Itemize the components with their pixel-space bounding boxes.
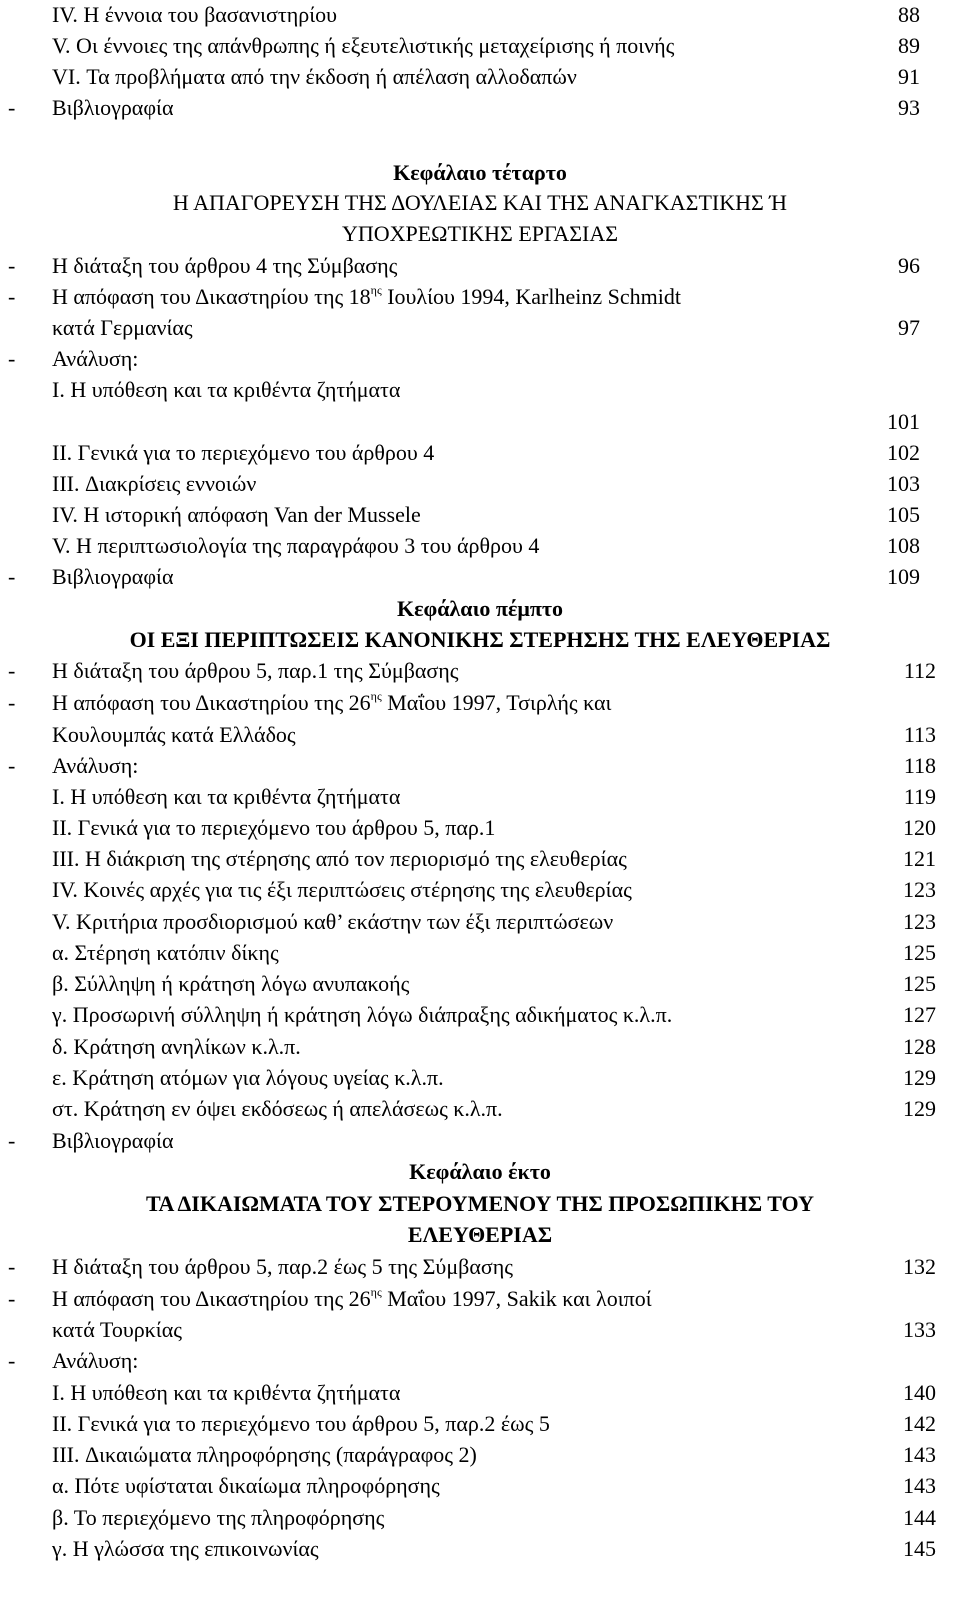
toc-entry-text: Κουλουμπάς κατά Ελλάδος <box>52 722 296 747</box>
toc-entry-text: στ. Κράτηση εν όψει εκδόσεως ή απελάσεως κ.λ.π. <box>52 1096 503 1121</box>
toc-entry-page: 121 <box>903 846 936 871</box>
toc-entry-page: 128 <box>903 1034 936 1059</box>
toc-dash: - <box>8 690 16 715</box>
toc-entry-text-part: Η απόφαση του Δικαστηρίου της 18 <box>52 284 371 309</box>
toc-entry-page: 96 <box>898 253 920 278</box>
toc-entry-text-part: Η απόφαση του Δικαστηρίου της 26 <box>52 1286 371 1311</box>
toc-entry-text-part: Μαΐου 1997, Sakik και λοιποί <box>381 1286 652 1311</box>
toc-dash: - <box>8 284 16 309</box>
toc-entry-text: I. Η υπόθεση και τα κριθέντα ζητήματα <box>52 784 401 809</box>
toc-entry-page: 142 <box>903 1411 936 1436</box>
toc-entry-page: 123 <box>903 909 936 934</box>
ordinal-suffix: ης <box>370 1284 382 1299</box>
toc-entry-page: 123 <box>903 877 936 902</box>
chapter-title: ΕΛΕΥΘΕΡΙΑΣ <box>407 1222 553 1247</box>
toc-dash: - <box>8 95 16 120</box>
toc-entry-page: 91 <box>898 64 920 89</box>
toc-entry-text: Ανάλυση: <box>52 346 139 371</box>
toc-dash: - <box>8 1348 16 1373</box>
toc-entry-text: δ. Κράτηση ανηλίκων κ.λ.π. <box>52 1034 301 1059</box>
toc-entry-text: α. Στέρηση κατόπιν δίκης <box>52 940 279 965</box>
toc-entry-text: β. Το περιεχόμενο της πληροφόρησης <box>52 1505 385 1530</box>
toc-entry-text: III. Η διάκριση της στέρησης από τον περιορισμό της ελευθερίας <box>52 846 627 871</box>
toc-entry-text: VI. Τα προβλήματα από την έκδοση ή απέλαση αλλοδαπών <box>52 64 577 89</box>
toc-entry-text: II. Γενικά για το περιεχόμενο του άρθρου 5, παρ.2 έως 5 <box>52 1411 550 1436</box>
toc-entry-text: Η διάταξη του άρθρου 5, παρ.2 έως 5 της Σύμβασης <box>52 1254 513 1279</box>
toc-entry-text: γ. Προσωρινή σύλληψη ή κράτηση λόγω διάπραξης αδικήματος κ.λ.π. <box>52 1002 673 1027</box>
toc-entry-page: 127 <box>903 1002 936 1027</box>
toc-entry-page: 108 <box>887 533 920 558</box>
toc-dash: - <box>8 253 16 278</box>
toc-entry-page: 140 <box>903 1380 936 1405</box>
toc-entry-page: 143 <box>903 1442 936 1467</box>
toc-entry-page: 129 <box>903 1065 936 1090</box>
toc-entry-page: 119 <box>903 784 936 809</box>
toc-entry-text: κατά Γερμανίας <box>52 315 193 340</box>
toc-entry-text <box>52 1286 652 1312</box>
toc-entry-page: 129 <box>903 1096 936 1121</box>
toc-entry-text: β. Σύλληψη ή κράτηση λόγω ανυπακοής <box>52 971 410 996</box>
toc-entry-text: Ανάλυση: <box>52 1348 139 1373</box>
toc-entry-text: I. Η υπόθεση και τα κριθέντα ζητήματα <box>52 377 401 402</box>
toc-dash: - <box>8 1254 16 1279</box>
ordinal-suffix: ης <box>370 282 382 297</box>
toc-entry-page: 113 <box>903 722 936 747</box>
toc-entry-page: 103 <box>887 471 920 496</box>
ordinal-suffix: ης <box>370 688 382 703</box>
toc-entry-text-part: Μαΐου 1997, Τσιρλής και <box>381 690 612 715</box>
toc-entry-page: 132 <box>903 1254 936 1279</box>
toc-entry-text <box>52 284 681 310</box>
toc-entry-text: III. Δικαιώματα πληροφόρησης (παράγραφος 2) <box>52 1442 477 1467</box>
toc-entry-page: 109 <box>887 564 920 589</box>
toc-dash: - <box>8 564 16 589</box>
toc-dash: - <box>8 1128 16 1153</box>
chapter-title: ΤΑ ΔΙΚΑΙΩΜΑΤΑ ΤΟΥ ΣΤΕΡΟΥΜΕΝΟΥ ΤΗΣ ΠΡΟΣΩΠΙΚΗΣ ΤΟΥ <box>146 1191 814 1216</box>
toc-entry-text: IV. Η ιστορική απόφαση Van der Mussele <box>52 502 421 527</box>
toc-entry-text: Η διάταξη του άρθρου 5, παρ.1 της Σύμβασης <box>52 658 459 683</box>
toc-entry-text <box>52 690 611 716</box>
chapter-label: Κεφάλαιο έκτο <box>409 1159 551 1184</box>
toc-entry-text: Βιβλιογραφία <box>52 95 174 120</box>
toc-entry-page: 102 <box>887 440 920 465</box>
toc-entry-text: V. Οι έννοιες της απάνθρωπης ή εξευτελιστικής μεταχείρισης ή ποινής <box>52 33 675 58</box>
chapter-title: ΟΙ ΕΞΙ ΠΕΡΙΠΤΩΣΕΙΣ ΚΑΝΟΝΙΚΗΣ ΣΤΕΡΗΣΗΣ ΤΗΣ ΕΛΕΥΘΕΡΙΑΣ <box>129 627 831 652</box>
toc-entry-page: 118 <box>903 753 936 778</box>
toc-entry-page: 120 <box>903 815 936 840</box>
toc-entry-text: II. Γενικά για το περιεχόμενο του άρθρου 5, παρ.1 <box>52 815 496 840</box>
toc-dash: - <box>8 346 16 371</box>
toc-entry-text: α. Πότε υφίσταται δικαίωμα πληροφόρησης <box>52 1473 440 1498</box>
toc-dash: - <box>8 1286 16 1311</box>
chapter-title: ΥΠΟΧΡΕΩΤΙΚΗΣ ΕΡΓΑΣΙΑΣ <box>341 221 619 246</box>
toc-entry-page: 112 <box>903 658 936 683</box>
toc-entry-page: 93 <box>898 95 920 120</box>
toc-entry-text: Βιβλιογραφία <box>52 564 174 589</box>
toc-entry-page: 105 <box>887 502 920 527</box>
toc-entry-text: ε. Κράτηση ατόμων για λόγους υγείας κ.λ.π. <box>52 1065 444 1090</box>
toc-entry-text: I. Η υπόθεση και τα κριθέντα ζητήματα <box>52 1380 401 1405</box>
toc-entry-text: V. Κριτήρια προσδιορισμού καθ’ εκάστην των έξι περιπτώσεων <box>52 909 614 934</box>
toc-entry-text-part: Ιουλίου 1994, Karlheinz Schmidt <box>381 284 681 309</box>
toc-entry-page: 133 <box>903 1317 936 1342</box>
toc-entry-text: V. Η περιπτωσιολογία της παραγράφου 3 του άρθρου 4 <box>52 533 540 558</box>
toc-entry-page: 89 <box>898 33 920 58</box>
toc-entry-text: II. Γενικά για το περιεχόμενο του άρθρου 4 <box>52 440 435 465</box>
toc-entry-text: κατά Τουρκίας <box>52 1317 182 1342</box>
toc-entry-text-part: Η απόφαση του Δικαστηρίου της 26 <box>52 690 371 715</box>
toc-entry-page: 97 <box>898 315 920 340</box>
toc-entry-text: γ. Η γλώσσα της επικοινωνίας <box>52 1536 319 1561</box>
toc-entry-page: 143 <box>903 1473 936 1498</box>
toc-entry-text: IV. Κοινές αρχές για τις έξι περιπτώσεις στέρησης της ελευθερίας <box>52 877 632 902</box>
toc-entry-page: 88 <box>898 2 920 27</box>
chapter-label: Κεφάλαιο πέμπτο <box>396 596 564 621</box>
chapter-label: Κεφάλαιο τέταρτο <box>393 160 567 185</box>
toc-entry-text: Ανάλυση: <box>52 753 139 778</box>
toc-entry-text: III. Διακρίσεις εννοιών <box>52 471 257 496</box>
toc-dash: - <box>8 658 16 683</box>
toc-entry-text: Βιβλιογραφία <box>52 1128 174 1153</box>
toc-entry-text: IV. Η έννοια του βασανιστηρίου <box>52 2 338 27</box>
toc-entry-page: 145 <box>903 1536 936 1561</box>
toc-entry-page: 101 <box>887 409 920 434</box>
toc-entry-page: 144 <box>903 1505 936 1530</box>
toc-entry-page: 125 <box>903 940 936 965</box>
toc-dash: - <box>8 753 16 778</box>
toc-entry-page: 125 <box>903 971 936 996</box>
toc-entry-text: Η διάταξη του άρθρου 4 της Σύμβασης <box>52 253 398 278</box>
chapter-title: Η ΑΠΑΓΟΡΕΥΣΗ ΤΗΣ ΔΟΥΛΕΙΑΣ ΚΑΙ ΤΗΣ ΑΝΑΓΚΑΣΤΙΚΗΣ Ή <box>172 190 788 215</box>
